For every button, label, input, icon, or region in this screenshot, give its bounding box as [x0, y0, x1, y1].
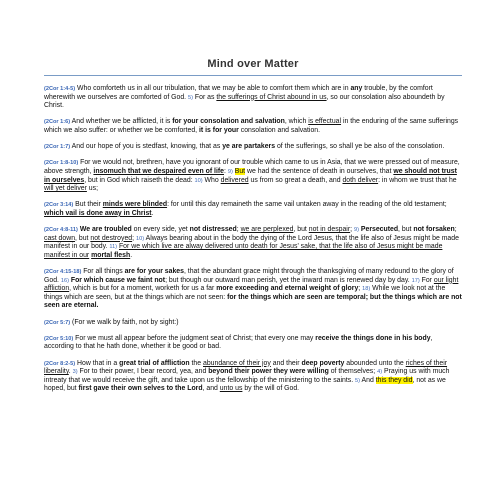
page-title: Mind over Matter	[207, 58, 299, 70]
passage-list	[44, 85, 462, 394]
verse-number: 5)	[355, 377, 361, 384]
emphasized-text: not distressed	[189, 226, 237, 234]
verse-text: And	[360, 376, 376, 384]
emphasized-text: for the things which are seen are temporal; but the things which are not seen are eternal.	[44, 293, 462, 310]
emphasized-text: more exceeding and eternal weight of glory	[216, 285, 359, 293]
emphasized-text: receive the things done in his body	[315, 334, 431, 342]
verse-text: ;	[236, 226, 241, 234]
underlined-text: is effectual	[308, 118, 342, 126]
underlined-text: cast down	[44, 234, 76, 242]
emphasized-text: beyond their power they were willing	[208, 368, 329, 376]
emphasized-underlined-text: we should not trust in ourselves	[44, 167, 457, 184]
verse-text: (For we walk by faith, not by sight:)	[70, 318, 179, 326]
verse-number: 10)	[194, 177, 203, 184]
verse-text: , and	[202, 385, 220, 393]
verse-text: ;	[358, 285, 363, 293]
verse-number: 9)	[227, 168, 233, 175]
emphasized-text: ye are partakers	[222, 143, 276, 151]
verse-reference: (2Cor 1:4-5)	[44, 86, 76, 92]
verse-text: and their	[270, 359, 302, 367]
title-divider	[44, 75, 462, 76]
underlined-text: For we which live are alway delivered unto death for Jesus' sake, that the life also of Jesus might be made manifest in our	[44, 243, 443, 259]
emphasized-text: We are troubled	[79, 226, 132, 234]
highlighted-text: But	[234, 167, 246, 175]
verse-text: .	[68, 368, 73, 376]
verse-text: Always bearing about in the body the dying of the Lord Jesus, that the life also of Jesus might be made manifest in our body.	[44, 234, 459, 251]
verse-reference: (2Cor 3:14)	[44, 202, 74, 209]
scripture-passage	[44, 159, 462, 193]
verse-text: , not as we hoped, but	[44, 376, 446, 393]
verse-text: on every side, yet	[131, 226, 190, 234]
underlined-text: delivered	[220, 176, 249, 184]
emphasized-underlined-text: insomuch that we despaired even of life	[93, 167, 224, 175]
verse-text: Who comforteth us in all our tribulation, that we may be able to comfort them which are in	[75, 85, 351, 92]
verse-text: For we must all appear before the judgment seat of Christ; that every one may	[73, 334, 316, 342]
verse-text: .	[130, 251, 133, 259]
verse-text: And whether we be afflicted, it is	[70, 118, 173, 126]
verse-number: 3)	[72, 369, 78, 376]
verse-text: us;	[86, 185, 98, 193]
emphasized-text: great trial of affliction	[119, 359, 190, 367]
verse-text: , but in God which raiseth the dead:	[84, 176, 195, 184]
verse-text: For	[419, 276, 434, 284]
verse-text: ;	[454, 226, 457, 234]
verse-text: , according to that he hath done, whether it be good or bad.	[44, 334, 433, 351]
verse-number: 9)	[353, 227, 359, 234]
verse-text: And our hope of you is stedfast, knowing, that as	[70, 143, 223, 151]
verse-text: we had the sentence of death in ourselves, that	[245, 167, 394, 175]
verse-reference: (2Cor 1:6)	[44, 119, 71, 126]
verse-text: How that in a	[75, 359, 120, 367]
verse-text: consolation and salvation.	[238, 126, 321, 134]
verse-text: But their	[73, 201, 103, 209]
emphasized-text: any	[350, 85, 363, 92]
scripture-passage	[44, 319, 462, 328]
emphasized-underlined-text: which vail is done away in Christ	[44, 209, 152, 217]
underlined-text: unto us	[219, 385, 243, 393]
verse-text: :	[224, 167, 228, 175]
verse-reference: (2Cor 5:10)	[44, 335, 74, 342]
verse-text: .	[151, 209, 154, 217]
verse-number: 4)	[377, 369, 383, 376]
underlined-text: we are perplexed	[240, 226, 294, 234]
verse-number: 16)	[60, 277, 69, 284]
underlined-text: not in despair	[308, 226, 351, 234]
verse-text: , so our consolation also aboundeth by Christ.	[44, 93, 445, 110]
verse-text: ;	[350, 226, 354, 234]
underlined-text: doth deliver	[342, 176, 379, 184]
emphasized-text: Persecuted	[360, 226, 399, 234]
verse-text: by the will of God.	[242, 385, 300, 393]
verse-text: ;	[132, 234, 136, 242]
verse-text: For to their power, I bear record, yea, and	[77, 368, 209, 376]
verse-text: , that the abundant grace might through the thanksgiving of many redound to the glory of God.	[44, 268, 454, 284]
emphasized-text: not forsaken	[413, 226, 455, 234]
verse-text: , but	[293, 226, 309, 234]
scripture-passage	[44, 118, 462, 135]
verse-reference: (2Cor 1:8-10)	[44, 160, 79, 167]
verse-text: , which is but for a moment, worketh for us a far	[69, 285, 217, 293]
verse-reference: (2Cor 4:15-18)	[44, 269, 82, 276]
scripture-passage	[44, 201, 462, 218]
emphasized-text: for your consolation and salvation	[172, 118, 285, 126]
verse-text: , but	[398, 226, 414, 234]
verse-number: 5)	[188, 94, 193, 101]
emphasized-underlined-text: mortal flesh	[91, 251, 131, 259]
verse-text: For as	[193, 93, 217, 101]
scripture-passage	[44, 268, 462, 311]
emphasized-text: For which cause we faint not	[70, 276, 166, 284]
emphasized-text: it is for your	[199, 126, 239, 134]
scripture-passage	[44, 143, 462, 152]
verse-reference: (2Cor 8:2-5)	[44, 360, 76, 367]
emphasized-text: first gave their own selves to the Lord	[78, 385, 203, 393]
verse-text: Who	[202, 176, 221, 184]
verse-number: 17)	[411, 277, 420, 284]
verse-reference: (2Cor 4:8-11)	[44, 227, 78, 234]
verse-reference: (2Cor 1:7)	[44, 144, 71, 151]
verse-text: Praying us with much intreaty that we would receive the gift, and take upon us the fellowship of the ministering to the saints.	[44, 368, 450, 384]
verse-text: , but	[75, 234, 91, 242]
verse-text: For all things	[81, 268, 125, 276]
verse-text: of themselves;	[328, 368, 378, 376]
verse-number: 11)	[109, 244, 118, 251]
scripture-passage	[44, 226, 462, 260]
scripture-passage	[44, 85, 462, 111]
verse-text: : for until this day remaineth the same vail untaken away in the reading of the old testament;	[167, 201, 447, 209]
verse-text: abounded unto the	[344, 359, 406, 367]
underlined-text: not destroyed	[90, 234, 133, 242]
verse-text: us from so great a death, and	[248, 176, 343, 184]
underlined-text: riches of their liberality	[44, 359, 448, 376]
verse-text: , which	[284, 118, 309, 126]
scripture-passage	[44, 360, 462, 394]
underlined-text: the sufferings of Christ abound in us	[216, 93, 327, 101]
verse-text: While we look not at the things which are seen, but at the things which are not seen:	[44, 285, 446, 301]
underlined-text: abundance of their joy	[203, 359, 271, 367]
verse-text: in the enduring of the same sufferings which we also suffer: or whether we be comforted,	[44, 118, 459, 134]
verse-number: 10)	[135, 235, 145, 242]
underlined-text: will yet deliver	[44, 185, 87, 193]
scripture-passage	[44, 335, 462, 352]
verse-text: of the sufferings, so shall ye be also of the consolation.	[275, 143, 445, 151]
verse-number: 18)	[362, 286, 371, 293]
verse-text: ; but though our outward man perish, yet the inward man is renewed day by day.	[165, 276, 412, 284]
emphasized-text: deep poverty	[301, 359, 345, 367]
verse-text: For we would not, brethren, have you ignorant of our trouble which came to us in Asia, that we were pressed out of measure, above strength,	[44, 159, 460, 175]
emphasized-text: are for your sakes	[124, 268, 184, 276]
underlined-text: our light affliction	[44, 276, 459, 293]
verse-text: trouble, by the comfort wherewith we ourselves are comforted of God.	[44, 85, 433, 101]
emphasized-underlined-text: minds were blinded	[102, 201, 168, 209]
verse-text: : in whom we trust that he	[378, 176, 457, 184]
verse-reference: (2Cor 5:7)	[44, 319, 71, 326]
verse-text: the	[189, 359, 204, 367]
highlighted-text: this they did	[375, 376, 413, 384]
